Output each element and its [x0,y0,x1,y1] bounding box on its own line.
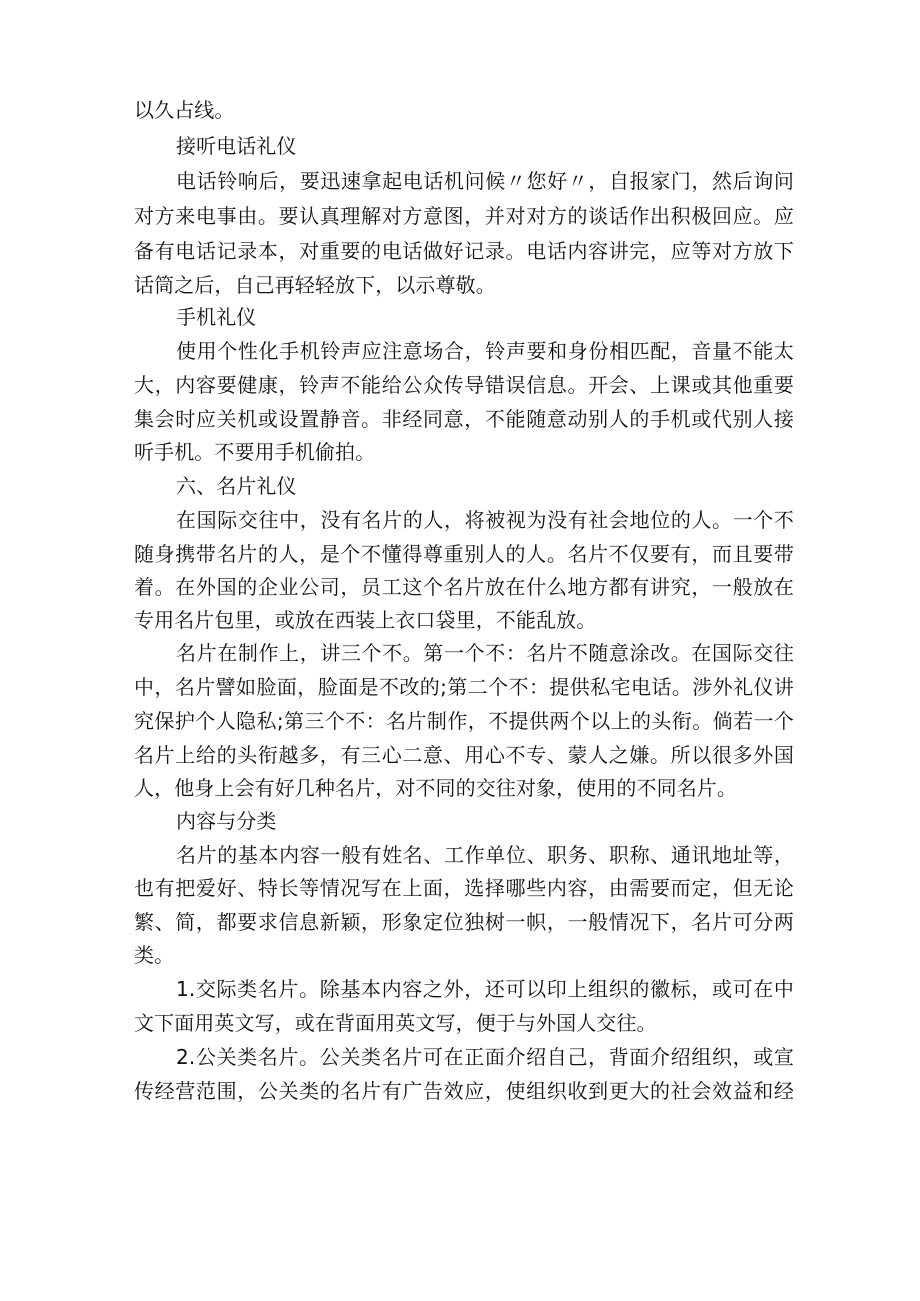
text-line: 对方来电事由。要认真理解对方意图，并对对方的谈话作出积极回应。应 [134,204,794,228]
text-line: 繁、简，都要求信息新颖，形象定位独树一帜，一般情况下，名片可分两 [134,910,794,934]
text-line: 以久占线。 [134,98,235,122]
section-heading: 六、名片礼仪 [176,474,297,498]
text-line: 大，内容要健康，铃声不能给公众传导错误信息。开会、上课或其他重要 [134,373,794,397]
section-heading: 接听电话礼仪 [176,134,297,158]
text-line: 1.交际类名片。除基本内容之外，还可以印上组织的徽标，或可在中 [176,977,794,1001]
text-line: 电话铃响后，要迅速拿起电话机问候〃您好〃，自报家门，然后询问 [176,169,794,193]
text-line: 使用个性化手机铃声应注意场合，铃声要和身份相匹配，音量不能太 [176,339,794,363]
text-line: 文下面用英文写，或在背面用英文写，便于与外国人交往。 [134,1011,657,1035]
text-line: 名片在制作上，讲三个不。第一个不：名片不随意涂改。在国际交往 [176,641,794,665]
text-line: 名片上给的头衔越多，有三心二意、用心不专、蒙人之嫌。所以很多外国 [134,743,794,767]
text-line: 在国际交往中，没有名片的人，将被视为没有社会地位的人。一个不 [176,508,794,532]
text-line: 类。 [134,943,175,967]
text-line: 着。在外国的企业公司，员工这个名片放在什么地方都有讲究，一般放在 [134,575,794,599]
text-line: 专用名片包里，或放在西装上衣口袋里，不能乱放。 [134,608,597,632]
text-line: 随身携带名片的人，是个不懂得尊重别人的人。名片不仅要有，而且要带 [134,542,794,566]
section-heading: 手机礼仪 [176,305,257,329]
text-line: 备有电话记录本，对重要的电话做好记录。电话内容讲完，应等对方放下 [134,239,794,263]
text-line: 究保护个人隐私;第三个不：名片制作，不提供两个以上的头衔。倘若一个 [134,709,794,733]
text-line: 人，他身上会有好几种名片，对不同的交往对象，使用的不同名片。 [134,776,737,800]
text-line: 也有把爱好、特长等情况写在上面，选择哪些内容，由需要而定，但无论 [134,876,794,900]
text-line: 2.公关类名片。公关类名片可在正面介绍自己，背面介绍组织，或宣 [176,1045,794,1069]
text-line: 集会时应关机或设置静音。非经同意，不能随意动别人的手机或代别人接 [134,407,794,431]
text-line: 中，名片譬如脸面，脸面是不改的;第二个不：提供私宅电话。涉外礼仪讲 [134,675,794,699]
section-heading: 内容与分类 [176,809,277,833]
text-line: 听手机。不要用手机偷拍。 [134,440,376,464]
text-line: 名片的基本内容一般有姓名、工作单位、职务、职称、通讯地址等， [176,843,794,867]
text-line: 话筒之后，自己再轻轻放下，以示尊敬。 [134,273,496,297]
text-line: 传经营范围，公关类的名片有广告效应，使组织收到更大的社会效益和经 [134,1079,794,1103]
